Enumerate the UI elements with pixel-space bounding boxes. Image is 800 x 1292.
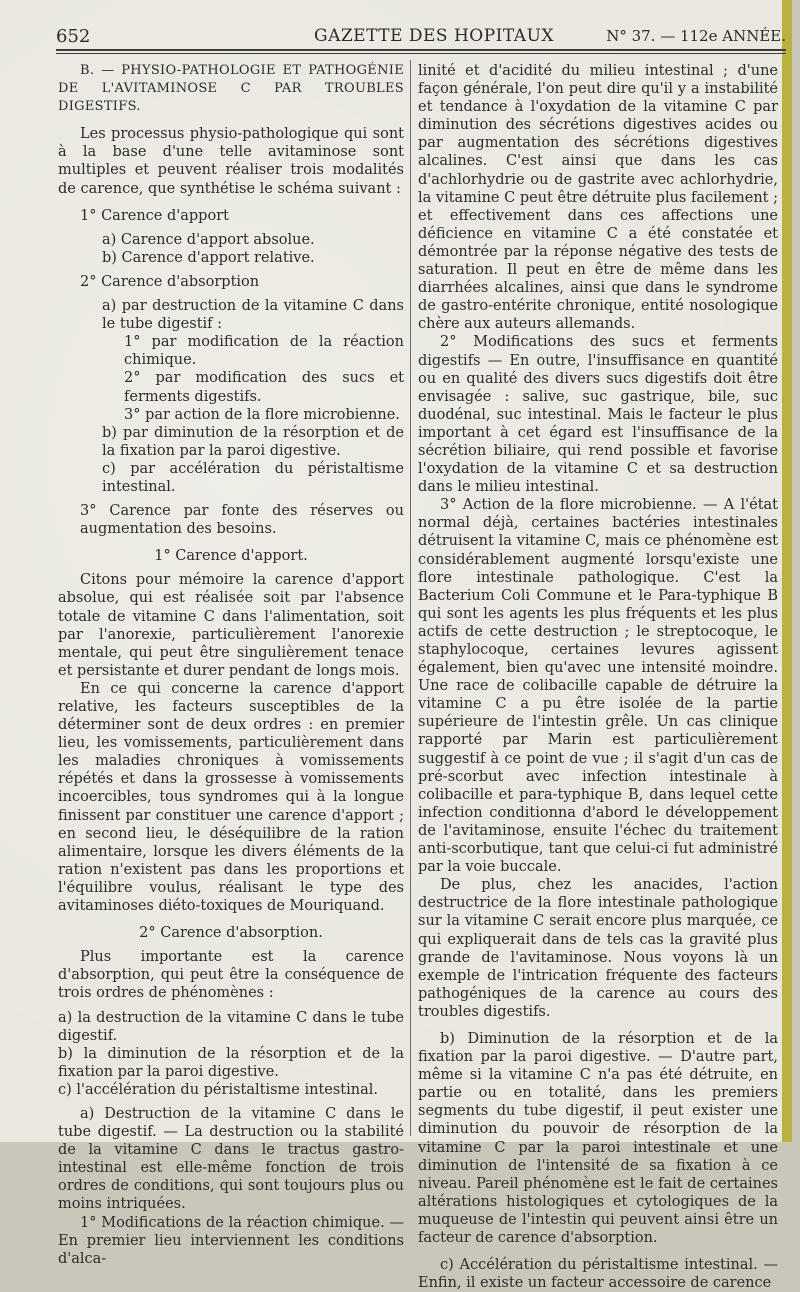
paragraph: De plus, chez les anacides, l'action destructrice de la flore intestinale pathologique sur la vitamine C serait encore plus marquée, ce qui expliquerait dans de tels cas la gravité plus grande de l'avitaminose. Nous voyons là un exemple de l'intrication fréquente des facteurs pathogéniques de la carence au cours des troubles digestifs. bbox=[418, 877, 778, 1020]
paragraph: En ce qui concerne la carence d'apport relative, les facteurs susceptibles de la déterminer sont de deux ordres : en premier lieu, les vomissements, particulièrement dans les maladies chroniques à vomissements répétés et dans la grossesse à vomissements incoercibles, tous syndromes qui à la longue finissent par constituer une carence d'apport ; en second lieu, le déséquilibre de la ration alimentaire, lorsque les divers éléments de la ration n'existent pas dans les proportions et l'équilibre voulus, réalisant le type des avitaminoses diéto-toxiques de Mouriquand. bbox=[58, 680, 404, 915]
outline-item: a) par destruction de la vitamine C dans le tube digestif : bbox=[102, 298, 404, 333]
paragraph: Citons pour mémoire la carence d'apport absolue, qui est réalisée soit par l'absence totale de vitamine C dans l'alimentation, soit par l'anorexie, particulièrement l'anorexie mentale, qui peut être singulièrement tenace et persistante et durer pendant de longs mois. bbox=[58, 572, 404, 679]
page-edge bbox=[782, 0, 792, 1142]
list-item: b) la diminution de la résorption et de la fixation par la paroi digestive. bbox=[58, 1045, 404, 1080]
left-column bbox=[58, 62, 404, 1267]
subheading: 1° Carence d'apport. bbox=[154, 548, 308, 565]
outline-item: 1° par modification de la réaction chimique. bbox=[124, 334, 404, 369]
journal-title: GAZETTE DES HOPITAUX bbox=[314, 26, 555, 46]
outline-item: 3° par action de la flore microbienne. bbox=[124, 406, 400, 423]
header-rule-thin bbox=[56, 53, 786, 54]
subheading: 2° Carence d'absorption. bbox=[139, 925, 323, 942]
list-item: a) la destruction de la vitamine C dans le tube digestif. bbox=[58, 1009, 404, 1044]
page-header bbox=[56, 26, 786, 48]
column-divider bbox=[410, 60, 411, 1136]
outline-item: b) par diminution de la résorption et de la fixation par la paroi digestive. bbox=[102, 424, 404, 459]
header-rule bbox=[56, 49, 786, 51]
issue-number: N° 37. — 112e ANNÉE. bbox=[606, 27, 786, 45]
outline-item: 2° par modification des sucs et ferments digestifs. bbox=[124, 370, 404, 405]
right-column bbox=[418, 62, 778, 1292]
paragraph: a) Destruction de la vitamine C dans le tube digestif. — La destruction ou la stabilité de la vitamine C dans le tractus gastro-intestinal est elle-même fonction de trois ordres de conditions, qui sont toujours plus ou moins intriquées. bbox=[58, 1105, 404, 1213]
section-title: B. — PHYSIO-PATHOLOGIE ET PATHOGÉNIE DE L'AVITAMINOSE C PAR TROUBLES DIGESTIFS. bbox=[58, 63, 404, 115]
paragraph: 2° Modifications des sucs et ferments digestifs — En outre, l'insuffisance en quantité ou en qualité des divers sucs digestifs doit être envisagée : salive, suc gastrique, bile, suc duodénal, suc intestinal. Mais le facteur le plus important à cet égard est l'insuffisance de la sécrétion biliaire, qui rend possible et favorise l'oxydation de la vitamine C et sa destruction dans le milieu intestinal. bbox=[418, 334, 778, 496]
outline-item: 3° Carence par fonte des réserves ou augmentation des besoins. bbox=[80, 503, 404, 538]
list-item: c) l'accélération du péristaltisme intestinal. bbox=[58, 1081, 378, 1098]
outline-item: 1° Carence d'apport bbox=[80, 207, 229, 224]
page-number: 652 bbox=[56, 26, 91, 47]
outline-item: b) Carence d'apport relative. bbox=[102, 249, 315, 266]
paragraph: c) Accélération du péristaltisme intestinal. — Enfin, il existe un facteur accessoire de carence bbox=[418, 1257, 778, 1292]
paragraph: 3° Action de la flore microbienne. — A l'état normal déjà, certaines bactéries intestinales détruisent la vitamine C, mais ce phénomène est considérablement augmenté lorsqu'existe une flore intestinale pathologique. C'est la Bacterium Coli Commune et le Para-typhique B qui sont les agents les plus fréquents et les plus actifs de cette destruction ; le streptocoque, le staphylocoque, certaines levures agissent également, bien qu'avec une intensité moindre. Une race de colibacille capable de détruire la vitamine C a pu être isolée de la partie supérieure de l'intestin grêle. Un cas clinique rapporté par Marin est particulièrement suggestif à ce point de vue ; il s'agit d'un cas de pré-scorbut avec infection intestinale à colibacille et para-typhique B, dans lequel cette infection conditionna d'abord le développement de l'avitaminose, ensuite l'échec du traitement anti-scorbutique, tant que celui-ci fut administré par la voie buccale. bbox=[418, 497, 778, 876]
paragraph: b) Diminution de la résorption et de la fixation par la paroi digestive. — D'autre part, même si la vitamine C n'a pas été détruite, en partie ou en totalité, dans les premiers segments du tube digestif, il peut exister une diminution du pouvoir de résorption de la vitamine C par la paroi intestinale et une diminution de l'intensité de sa fixation à ce niveau. Pareil phénomène est le fait de certaines altérations histologiques et cytologiques de la muqueuse de l'intestin qui peuvent ainsi être un facteur de carence d'absorption. bbox=[418, 1030, 778, 1246]
paragraph: 1° Modifications de la réaction chimique. — En premier lieu interviennent les conditions d'alca- bbox=[58, 1214, 404, 1267]
paragraph: linité et d'acidité du milieu intestinal ; d'une façon générale, l'on peut dire qu'il y a instabilité et tendance à l'oxydation de la vitamine C par diminution des sécrétions digestives acides ou par augmentation des sécrétions digestives alcalines. C'est ainsi que dans les cas d'achlorhydrie ou de gastrite avec achlorhydrie, la vitamine C peut être détruite plus facilement ; et effectivement dans ces affections une déficience en vitamine C a été constatée et démontrée par la réponse négative des tests de saturation. Il peut en être de même dans les diarrhées alcalines, ainsi que dans le syndrome de gastro-entérite chronique, entité nosologique chère aux auteurs allemands. bbox=[418, 63, 778, 333]
outline-item: c) par accélération du péristaltisme intestinal. bbox=[102, 460, 404, 495]
paragraph: Plus importante est la carence d'absorption, qui peut être la conséquence de trois ordres de phénomènes : bbox=[58, 949, 404, 1002]
outline-item: 2° Carence d'absorption bbox=[80, 273, 260, 290]
paragraph: Les processus physio-pathologique qui sont à la base d'une telle avitaminose sont multiples et peuvent réaliser trois modalités de carence, que synthétise le schéma suivant : bbox=[58, 126, 404, 197]
outline-item: a) Carence d'apport absolue. bbox=[102, 231, 315, 248]
